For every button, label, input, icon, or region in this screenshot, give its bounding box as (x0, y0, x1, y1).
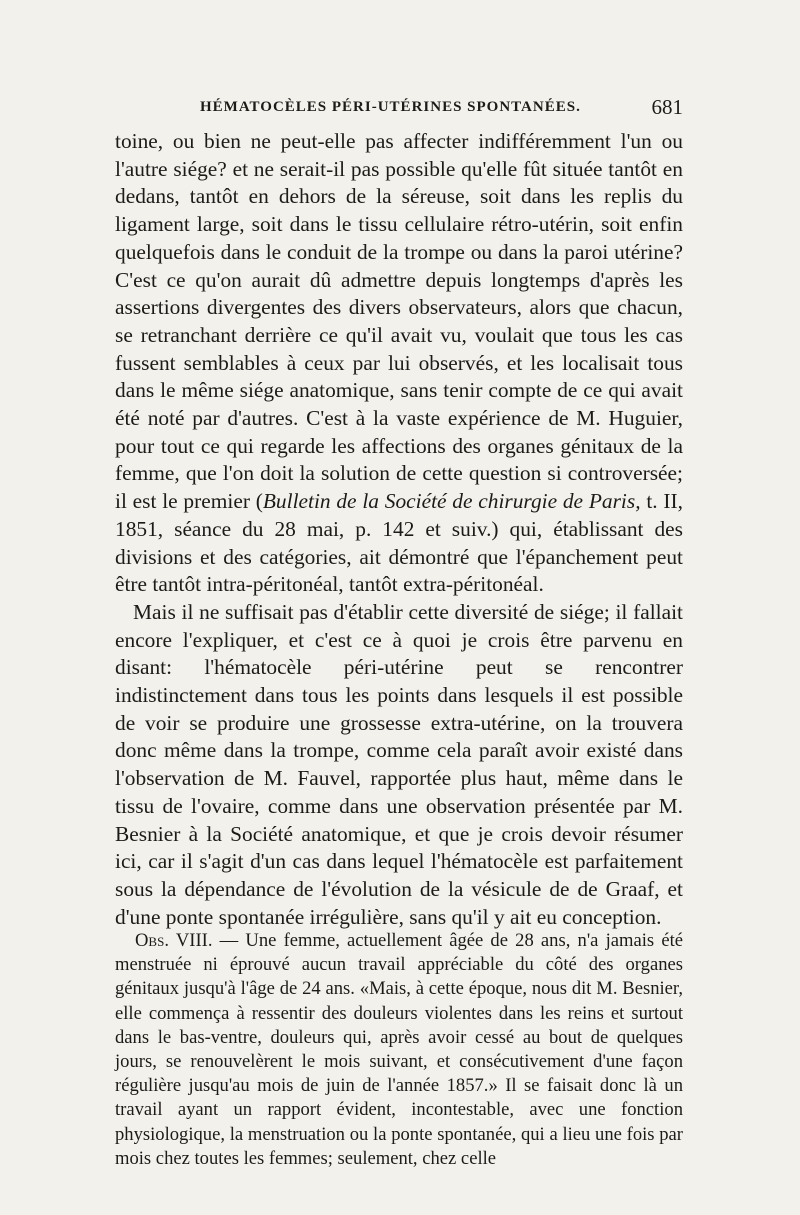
paragraph-1-start: toine, ou bien ne peut-elle pas affecter indifféremment l'un ou l'autre siége? et ne serait-il pas possible qu'elle fût située tantôt en dedans, tantôt en dehors de la séreuse, soit dans les replis du ligament large, soit dans le tissu cellulaire rétro-utérin, soit enfin quelquefois dans le conduit de la trompe ou dans la paroi utérine? C'est ce qu'on aurait dû admettre depuis longtemps d'après les assertions divergentes des divers observateurs, alors que chacun, se retranchant derrière ce qu'il avait vu, voulait que tous les cas fussent semblables à ceux par lui observés, et les localisait tous dans le même siége anatomique, sans tenir compte de ce qui avait été noté par d'autres. C'est à la vaste expérience de M. Huguier, pour tout ce qui regarde les affections des organes génitaux de la femme, que l'on doit la solution de cette question si controversée; il est le premier ( (115, 129, 683, 514)
paragraph-1 (115, 128, 683, 599)
observation-paragraph (115, 929, 683, 1171)
observation-text: — Une femme, actuellement âgée de 28 ans, n'a jamais été menstruée ni éprouvé aucun travail appréciable du côté des organes génitaux jusqu'à l'âge de 24 ans. «Mais, à cette époque, nous dit M. Besnier, elle commença à ressentir des douleurs violentes dans les reins et surtout dans le bas-ventre, douleurs qui, après avoir cessé au bout de quelques jours, se renouvelèrent le mois suivant, et consécutivement d'une façon régulière jusqu'au mois de juin de l'année 1857.» Il se faisait donc là un travail ayant un rapport évident, incontestable, avec une fonction physiologique, la menstruation ou la ponte spontanée, qui a lieu une fois par mois chez toutes les femmes; seulement, chez celle (115, 930, 683, 1169)
bulletin-citation: Bulletin de la Société de chirurgie de Paris, (262, 489, 641, 514)
observation-block (115, 929, 683, 1171)
page-number: 681 (651, 95, 683, 119)
paragraph-1-end: t. II, 1851, séance du 28 mai, p. 142 et suiv.) qui, établissant des divisions et des catégories, ait démontré que l'épanchement peut être tantôt intra-péritonéal, tantôt extra-péritonéal. (115, 489, 683, 597)
paragraph-2: Mais il ne suffisait pas d'établir cette diversité de siége; il fallait encore l'expliquer, et c'est ce à quoi je crois être parvenu en disant: l'hématocèle péri-utérine peut se rencontrer indistinctement dans tous les points dans lesquels il est possible de voir se produire une grossesse extra-utérine, on la trouvera donc même dans la trompe, comme cela paraît avoir existé dans l'observation de M. Fauvel, rapportée plus haut, même dans le tissu de l'ovaire, comme dans une observation présentée par M. Besnier à la Société anatomique, et que je crois devoir résumer ici, car il s'agit d'un cas dans lequel l'hématocèle est parfaitement sous la dépendance de l'évolution de la vésicule de de Graaf, et d'une ponte spontanée irrégulière, sans qu'il y ait eu conception. (115, 599, 683, 929)
main-text (115, 128, 683, 931)
running-title: HÉMATOCÈLES PÉRI-UTÉRINES SPONTANÉES. (200, 99, 581, 115)
page-header (115, 95, 683, 121)
observation-label: Obs. VIII. (135, 930, 213, 951)
